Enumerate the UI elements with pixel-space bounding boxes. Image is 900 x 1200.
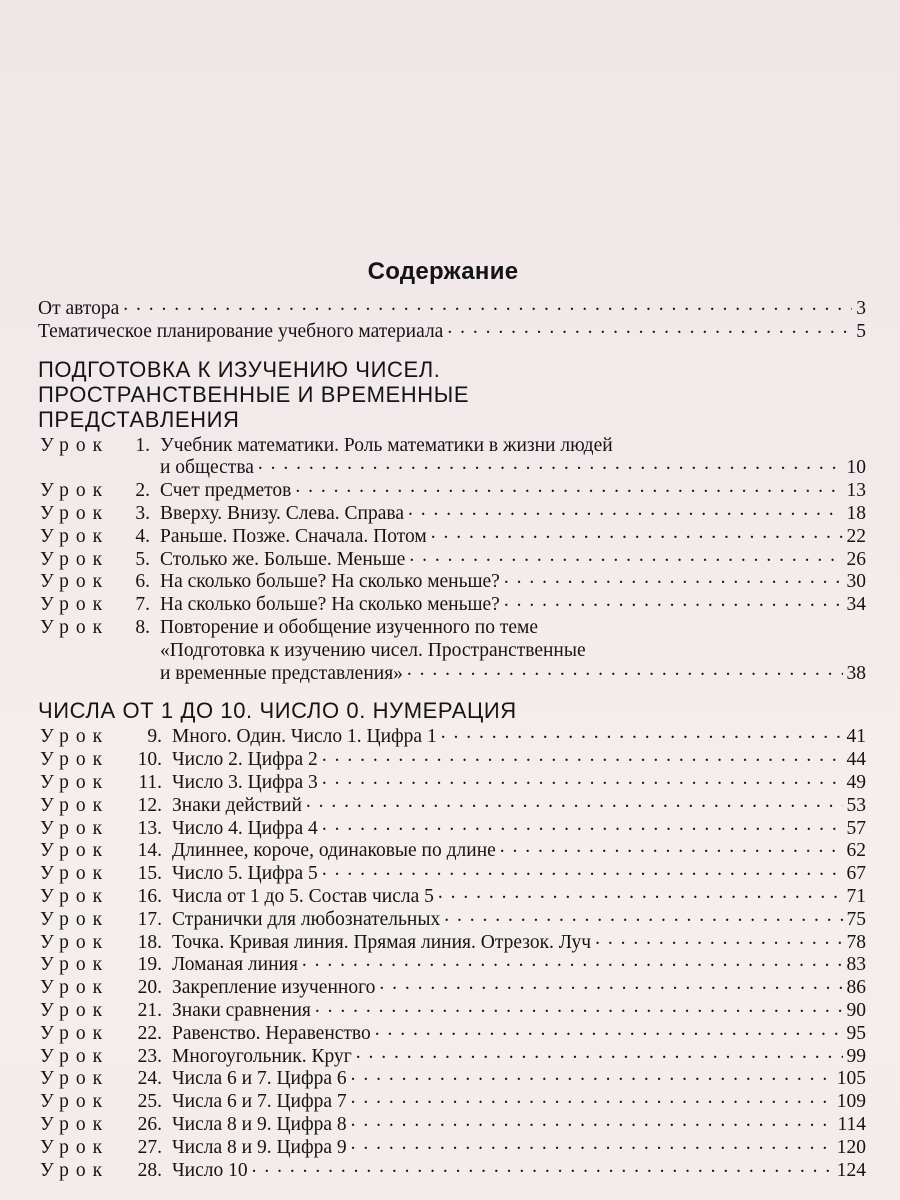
lesson-title-line: Числа 8 и 9. Цифра 8 xyxy=(172,1113,347,1135)
dot-leader xyxy=(258,453,843,476)
dot-leader xyxy=(447,317,852,340)
lesson-num: 23. xyxy=(137,1045,162,1067)
lesson-title-last-line xyxy=(160,594,866,617)
toc-section xyxy=(38,357,866,686)
lesson-word: Урок xyxy=(40,840,110,862)
lesson-page: 18 xyxy=(846,502,866,524)
lesson-page: 109 xyxy=(836,1091,866,1113)
lesson-entry xyxy=(38,435,866,481)
section-heading-line: ПРЕДСТАВЛЕНИЯ xyxy=(38,406,240,432)
lesson-number xyxy=(38,1046,172,1069)
lesson-num: 27. xyxy=(137,1136,162,1158)
lesson-number xyxy=(38,1023,172,1046)
dot-leader xyxy=(438,882,843,905)
lesson-num: 3. xyxy=(135,502,150,524)
dot-leader xyxy=(504,590,843,613)
lesson-word: Урок xyxy=(40,480,110,502)
dot-leader xyxy=(441,722,843,745)
lesson-title-line: Число 3. Цифра 3 xyxy=(172,771,318,793)
lesson-page: 90 xyxy=(846,999,866,1021)
section-heading-line: ПОДГОТОВКА К ИЗУЧЕНИЮ ЧИСЕЛ. xyxy=(38,356,441,382)
lesson-num: 24. xyxy=(137,1068,162,1090)
lesson-number xyxy=(38,977,172,1000)
lesson-word: Урок xyxy=(40,771,110,793)
dot-leader xyxy=(504,567,843,590)
lesson-word: Урок xyxy=(40,817,110,839)
dot-leader xyxy=(322,859,843,882)
lesson-num: 12. xyxy=(137,794,162,816)
lesson-page: 30 xyxy=(846,571,866,593)
lesson-number xyxy=(38,435,160,481)
lesson-title-line: Число 5. Цифра 5 xyxy=(172,863,318,885)
lesson-title-line: и временные представления» xyxy=(160,662,403,684)
lesson-number xyxy=(38,526,160,549)
lesson-title-line: и общества xyxy=(160,457,254,479)
lesson-title-line: Вверху. Внизу. Слева. Справа xyxy=(160,502,404,524)
lesson-page: 13 xyxy=(846,480,866,502)
dot-leader xyxy=(444,905,842,928)
lesson-body xyxy=(160,617,866,685)
lesson-body xyxy=(172,1160,866,1183)
lesson-number xyxy=(38,840,172,863)
dot-leader xyxy=(407,659,843,682)
lesson-title-line: Длиннее, короче, одинаковые по длине xyxy=(172,840,496,862)
lesson-entry xyxy=(38,617,866,685)
lesson-title-last-line xyxy=(160,663,866,686)
lesson-word: Урок xyxy=(40,548,110,570)
lesson-number xyxy=(38,1137,172,1160)
toc-section xyxy=(38,698,866,1182)
lesson-page: 34 xyxy=(846,594,866,616)
lesson-number xyxy=(38,932,172,955)
section-heading xyxy=(38,357,866,432)
lesson-page: 41 xyxy=(846,726,866,748)
lesson-page: 44 xyxy=(846,749,866,771)
lesson-word: Урок xyxy=(40,931,110,953)
lesson-title-line: Число 4. Цифра 4 xyxy=(172,817,318,839)
lesson-word: Урок xyxy=(40,885,110,907)
lesson-number xyxy=(38,549,160,572)
lesson-title-line: Повторение и обобщение изученного по теме xyxy=(160,616,539,638)
dot-leader xyxy=(322,814,843,837)
entry-label: Тематическое планирование учебного материала xyxy=(38,320,444,342)
lesson-page: 53 xyxy=(846,794,866,816)
lesson-num: 14. xyxy=(137,840,162,862)
lesson-title-line: Закрепление изученного xyxy=(172,977,376,999)
dot-leader xyxy=(252,1156,833,1179)
lesson-word: Урок xyxy=(40,863,110,885)
lesson-entry xyxy=(38,1160,866,1183)
lesson-page: 71 xyxy=(846,885,866,907)
lesson-number xyxy=(38,863,172,886)
lesson-number xyxy=(38,1091,172,1114)
dot-leader xyxy=(351,1110,834,1133)
lesson-number xyxy=(38,818,172,841)
dot-leader xyxy=(351,1133,833,1156)
lesson-num: 26. xyxy=(137,1113,162,1135)
toc-entry xyxy=(38,321,866,344)
dot-leader xyxy=(379,973,842,996)
lesson-page: 120 xyxy=(836,1136,866,1158)
lesson-number xyxy=(38,503,160,526)
lesson-num: 19. xyxy=(137,954,162,976)
lesson-page: 105 xyxy=(836,1068,866,1090)
lesson-num: 20. xyxy=(137,977,162,999)
lesson-title-line: На сколько больше? На сколько меньше? xyxy=(160,594,500,616)
dot-leader xyxy=(322,745,843,768)
lesson-title-line: Равенство. Неравенство xyxy=(172,1022,371,1044)
lesson-num: 6. xyxy=(135,571,150,593)
dot-leader xyxy=(408,499,843,522)
lesson-title-line: Число 2. Цифра 2 xyxy=(172,749,318,771)
dot-leader xyxy=(322,768,843,791)
lesson-title-line: Числа 6 и 7. Цифра 7 xyxy=(172,1091,347,1113)
lesson-num: 2. xyxy=(135,480,150,502)
lesson-page: 99 xyxy=(846,1045,866,1067)
lesson-title-line: Точка. Кривая линия. Прямая линия. Отрезок. Луч xyxy=(172,931,592,953)
lesson-page: 114 xyxy=(837,1113,866,1135)
lesson-number xyxy=(38,571,160,594)
lesson-number xyxy=(38,594,160,617)
lesson-word: Урок xyxy=(40,954,110,976)
lesson-number xyxy=(38,749,172,772)
lesson-num: 7. xyxy=(135,594,150,616)
lesson-page: 10 xyxy=(846,457,866,479)
lesson-title-line: Числа от 1 до 5. Состав числа 5 xyxy=(172,885,434,907)
lesson-page: 62 xyxy=(846,840,866,862)
lesson-word: Урок xyxy=(40,1022,110,1044)
lesson-word: Урок xyxy=(40,1113,110,1135)
lesson-title-line: Столько же. Больше. Меньше xyxy=(160,548,406,570)
dot-leader xyxy=(123,294,852,317)
lesson-word: Урок xyxy=(40,977,110,999)
lesson-number xyxy=(38,772,172,795)
lesson-entry xyxy=(38,594,866,617)
lesson-title-line: Знаки сравнения xyxy=(172,999,311,1021)
entry-label: От автора xyxy=(38,298,120,319)
dot-leader xyxy=(595,928,842,951)
lesson-page: 78 xyxy=(846,931,866,953)
lesson-word: Урок xyxy=(40,434,110,456)
lesson-title-line: «Подготовка к изучению чисел. Пространственные xyxy=(160,639,586,661)
lesson-num: 11. xyxy=(138,771,162,793)
lesson-num: 10. xyxy=(137,749,162,771)
lesson-number xyxy=(38,617,160,685)
section-heading-line: ЧИСЛА ОТ 1 ДО 10. ЧИСЛО 0. НУМЕРАЦИЯ xyxy=(38,698,517,724)
lesson-page: 26 xyxy=(846,548,866,570)
lesson-num: 18. xyxy=(137,931,162,953)
lesson-num: 4. xyxy=(135,525,150,547)
lesson-page: 67 xyxy=(846,863,866,885)
lesson-num: 9. xyxy=(147,726,162,748)
lesson-num: 21. xyxy=(137,999,162,1021)
lesson-body xyxy=(160,594,866,617)
dot-leader xyxy=(351,1087,833,1110)
entry-page: 3 xyxy=(856,298,866,319)
lesson-word: Урок xyxy=(40,1136,110,1158)
lesson-title-line: Счет предметов xyxy=(160,480,292,502)
lesson-word: Урок xyxy=(40,749,110,771)
dot-leader xyxy=(295,476,842,499)
lesson-num: 17. xyxy=(137,908,162,930)
lesson-word: Урок xyxy=(40,1159,110,1181)
lesson-number xyxy=(38,795,172,818)
entry-page: 5 xyxy=(856,320,866,342)
dot-leader xyxy=(306,791,843,814)
lesson-title-line: Ломаная линия xyxy=(172,954,298,976)
front-matter xyxy=(38,298,866,344)
lesson-title-line: Многоугольник. Круг xyxy=(172,1045,352,1067)
lesson-number xyxy=(38,954,172,977)
lesson-word: Урок xyxy=(40,525,110,547)
lesson-title-line: На сколько больше? На сколько меньше? xyxy=(160,571,500,593)
lesson-num: 1. xyxy=(135,434,150,456)
lesson-page: 22 xyxy=(846,525,866,547)
lesson-number xyxy=(38,909,172,932)
lesson-body xyxy=(160,435,866,481)
lesson-title-line: Числа 6 и 7. Цифра 6 xyxy=(172,1068,347,1090)
lesson-page: 57 xyxy=(846,817,866,839)
lesson-title-line: Странички для любознательных xyxy=(172,908,441,930)
dot-leader xyxy=(351,1064,833,1087)
dot-leader xyxy=(500,836,843,859)
section-heading xyxy=(38,698,866,723)
lesson-number xyxy=(38,1160,172,1183)
lesson-num: 15. xyxy=(137,863,162,885)
lesson-word: Урок xyxy=(40,571,110,593)
dot-leader xyxy=(375,1019,843,1042)
dot-leader xyxy=(431,522,843,545)
dot-leader xyxy=(356,1042,843,1065)
lesson-number xyxy=(38,886,172,909)
lesson-word: Урок xyxy=(40,616,110,638)
lesson-num: 8. xyxy=(135,616,150,638)
lesson-num: 16. xyxy=(137,885,162,907)
lesson-page: 95 xyxy=(846,1022,866,1044)
lesson-num: 22. xyxy=(137,1022,162,1044)
lesson-number xyxy=(38,1114,172,1137)
lesson-title-line: Числа 8 и 9. Цифра 9 xyxy=(172,1136,347,1158)
lesson-word: Урок xyxy=(40,1045,110,1067)
lesson-num: 25. xyxy=(137,1091,162,1113)
lesson-word: Урок xyxy=(40,1091,110,1113)
lesson-title-line: Раньше. Позже. Сначала. Потом xyxy=(160,525,427,547)
lesson-number xyxy=(38,1068,172,1091)
lesson-word: Урок xyxy=(40,794,110,816)
section-heading-line: ПРОСТРАНСТВЕННЫЕ И ВРЕМЕННЫЕ xyxy=(38,381,470,407)
lesson-num: 13. xyxy=(137,817,162,839)
toc-sections xyxy=(38,357,866,1183)
dot-leader xyxy=(302,950,843,973)
lesson-word: Урок xyxy=(40,594,110,616)
lesson-number xyxy=(38,480,160,503)
lesson-title-line: Учебник математики. Роль математики в жизни людей xyxy=(160,434,613,456)
dot-leader xyxy=(409,545,842,568)
lesson-word: Урок xyxy=(40,999,110,1021)
lesson-title-line: Знаки действий xyxy=(172,794,302,816)
lesson-title-line: Число 10 xyxy=(172,1159,248,1181)
lesson-page: 124 xyxy=(836,1159,866,1181)
lesson-page: 86 xyxy=(846,977,866,999)
dot-leader xyxy=(315,996,843,1019)
lesson-word: Урок xyxy=(40,726,110,748)
lesson-page: 49 xyxy=(846,771,866,793)
lesson-number xyxy=(38,1000,172,1023)
page-title: Содержание xyxy=(367,258,519,285)
lesson-word: Урок xyxy=(40,1068,110,1090)
lesson-title-last-line xyxy=(172,1160,866,1183)
lesson-page: 83 xyxy=(846,954,866,976)
lesson-num: 5. xyxy=(135,548,150,570)
lesson-num: 28. xyxy=(137,1159,162,1181)
lesson-number xyxy=(38,726,172,749)
lesson-word: Урок xyxy=(40,502,110,524)
lesson-page: 75 xyxy=(846,908,866,930)
lesson-title-line: Много. Один. Число 1. Цифра 1 xyxy=(172,726,437,748)
lesson-page: 38 xyxy=(846,662,866,684)
lesson-word: Урок xyxy=(40,908,110,930)
